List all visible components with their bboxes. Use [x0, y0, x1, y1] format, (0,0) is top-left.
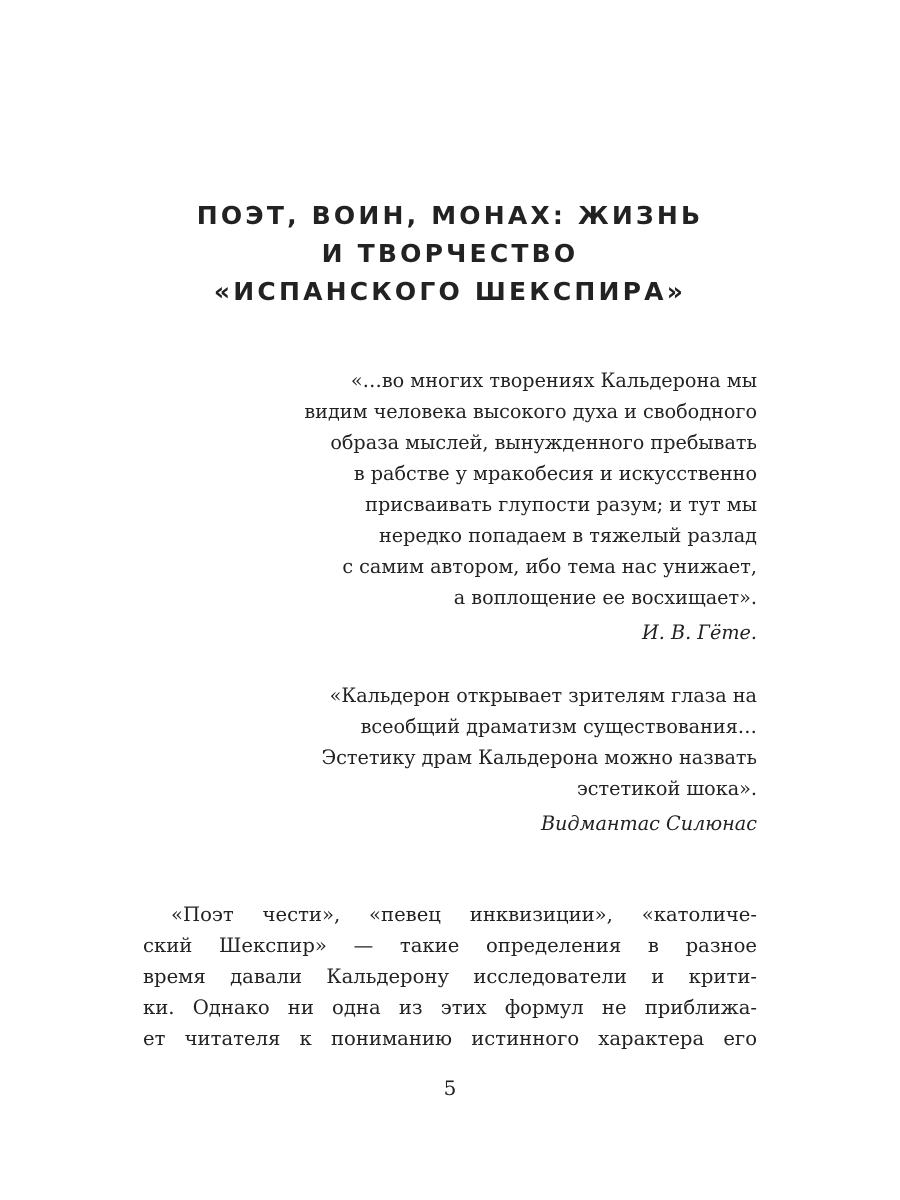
epigraph-author: И. В. Гёте.: [642, 621, 757, 644]
epigraph-line: эстетикой шока».: [577, 777, 757, 800]
epigraph-line: «Кальдерон открывает зрителям глаза на: [329, 684, 757, 707]
page-number: 5: [443, 1076, 457, 1100]
epigraph-line: всеобщий драматизм существования…: [360, 715, 757, 738]
body-line: время давали Кальдерону исследователи и крити-: [143, 965, 757, 988]
chapter-title-line: ПОЭТ, ВОИН, МОНАХ: ЖИЗНЬ: [196, 201, 704, 230]
chapter-title-line: «ИСПАНСКОГО ШЕКСПИРА»: [213, 277, 687, 306]
epigraph-author: Видмантас Силюнас: [540, 812, 757, 835]
body-paragraph: [143, 899, 757, 1054]
epigraph-line: образа мыслей, вынужденного пребывать: [330, 431, 757, 454]
body-line: «Поэт чести», «певец инквизиции», «католиче-: [171, 903, 757, 926]
chapter-title: [150, 197, 750, 311]
body-line: ки. Однако ни одна из этих формул не приближа-: [143, 996, 757, 1019]
epigraph-line: нередко попадаем в тяжелый разлад: [378, 524, 757, 547]
body-line: ет читателя к пониманию истинного характера его: [143, 1027, 757, 1050]
epigraph-line: присваивать глупости разум; и тут мы: [365, 493, 757, 516]
epigraph-silyunas: [237, 680, 757, 839]
epigraph-line: Эстетику драм Кальдерона можно назвать: [321, 746, 757, 769]
epigraph-line: видим человека высокого духа и свободного: [304, 400, 757, 423]
epigraph-line: в рабстве у мракобесия и искусственно: [353, 462, 757, 485]
chapter-title-line: И ТВОРЧЕСТВО: [321, 239, 579, 268]
body-line: ский Шекспир» — такие определения в разное: [143, 934, 757, 957]
epigraph-line: «…во многих творениях Кальдерона мы: [350, 369, 757, 392]
epigraph-line: с самим автором, ибо тема нас унижает,: [342, 555, 757, 578]
epigraph-goethe: [237, 365, 757, 648]
epigraph-line: а воплощение ее восхищает».: [453, 586, 757, 609]
